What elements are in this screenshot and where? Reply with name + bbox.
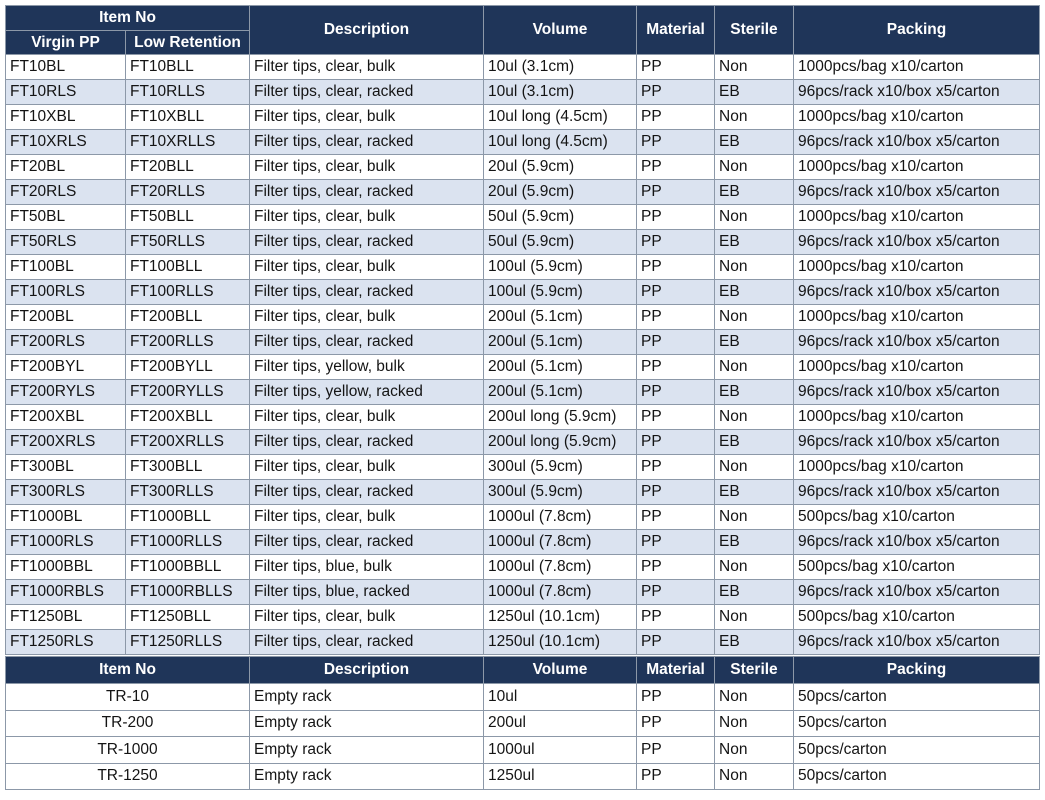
cell-low-retention: FT20BLL (126, 155, 250, 180)
cell-low-retention: FT200BLL (126, 305, 250, 330)
cell-material: PP (637, 480, 715, 505)
cell-packing: 96pcs/rack x10/box x5/carton (794, 230, 1040, 255)
cell-description: Filter tips, clear, bulk (250, 505, 484, 530)
cell-packing: 1000pcs/bag x10/carton (794, 455, 1040, 480)
cell-volume: 200ul (5.1cm) (484, 305, 637, 330)
cell-material: PP (637, 205, 715, 230)
cell-description: Filter tips, blue, bulk (250, 555, 484, 580)
cell-description: Filter tips, clear, bulk (250, 55, 484, 80)
cell-virgin-pp: FT200XRLS (6, 430, 126, 455)
cell-material: PP (637, 405, 715, 430)
cell-sterile: EB (715, 180, 794, 205)
table-row (6, 505, 1040, 530)
rack-cell-sterile: Non (715, 737, 794, 764)
cell-material: PP (637, 280, 715, 305)
cell-packing: 1000pcs/bag x10/carton (794, 305, 1040, 330)
cell-description: Filter tips, clear, racked (250, 630, 484, 655)
cell-description: Filter tips, clear, racked (250, 230, 484, 255)
cell-material: PP (637, 180, 715, 205)
cell-material: PP (637, 580, 715, 605)
cell-sterile: EB (715, 380, 794, 405)
table-row (6, 255, 1040, 280)
cell-volume: 1000ul (7.8cm) (484, 530, 637, 555)
table-row (6, 555, 1040, 580)
cell-low-retention: FT50BLL (126, 205, 250, 230)
cell-virgin-pp: FT200RYLS (6, 380, 126, 405)
cell-volume: 300ul (5.9cm) (484, 480, 637, 505)
cell-material: PP (637, 505, 715, 530)
cell-low-retention: FT200RYLLS (126, 380, 250, 405)
cell-sterile: EB (715, 430, 794, 455)
cell-sterile: Non (715, 55, 794, 80)
rack-cell-volume: 200ul (484, 710, 637, 737)
cell-packing: 1000pcs/bag x10/carton (794, 405, 1040, 430)
rack-header-description: Description (250, 657, 484, 684)
cell-volume: 100ul (5.9cm) (484, 280, 637, 305)
cell-volume: 20ul (5.9cm) (484, 155, 637, 180)
cell-material: PP (637, 380, 715, 405)
rack-cell-description: Empty rack (250, 763, 484, 790)
cell-virgin-pp: FT10RLS (6, 80, 126, 105)
cell-virgin-pp: FT1000BL (6, 505, 126, 530)
cell-description: Filter tips, clear, racked (250, 480, 484, 505)
table-row (6, 530, 1040, 555)
cell-sterile: EB (715, 130, 794, 155)
cell-packing: 500pcs/bag x10/carton (794, 505, 1040, 530)
cell-sterile: EB (715, 630, 794, 655)
cell-sterile: Non (715, 305, 794, 330)
cell-description: Filter tips, clear, racked (250, 530, 484, 555)
cell-material: PP (637, 130, 715, 155)
cell-low-retention: FT20RLLS (126, 180, 250, 205)
cell-packing: 96pcs/rack x10/box x5/carton (794, 380, 1040, 405)
cell-low-retention: FT10XRLLS (126, 130, 250, 155)
cell-low-retention: FT200BYLL (126, 355, 250, 380)
table-row (6, 605, 1040, 630)
cell-virgin-pp: FT10BL (6, 55, 126, 80)
rack-cell-item-no: TR-10 (6, 684, 250, 711)
rack-cell-material: PP (637, 763, 715, 790)
cell-volume: 300ul (5.9cm) (484, 455, 637, 480)
table-row (6, 480, 1040, 505)
table-row (6, 305, 1040, 330)
cell-virgin-pp: FT10XBL (6, 105, 126, 130)
cell-low-retention: FT200RLLS (126, 330, 250, 355)
cell-description: Filter tips, clear, bulk (250, 305, 484, 330)
cell-packing: 96pcs/rack x10/box x5/carton (794, 630, 1040, 655)
cell-material: PP (637, 230, 715, 255)
cell-virgin-pp: FT1000BBL (6, 555, 126, 580)
table-row (6, 230, 1040, 255)
rack-cell-item-no: TR-1000 (6, 737, 250, 764)
cell-sterile: Non (715, 605, 794, 630)
cell-volume: 50ul (5.9cm) (484, 205, 637, 230)
cell-description: Filter tips, clear, bulk (250, 205, 484, 230)
cell-sterile: EB (715, 230, 794, 255)
filter-tips-table-header (6, 6, 1040, 55)
table-row (6, 130, 1040, 155)
cell-description: Filter tips, clear, bulk (250, 255, 484, 280)
cell-material: PP (637, 305, 715, 330)
cell-description: Filter tips, clear, bulk (250, 605, 484, 630)
cell-low-retention: FT200XRLLS (126, 430, 250, 455)
cell-packing: 96pcs/rack x10/box x5/carton (794, 430, 1040, 455)
cell-sterile: Non (715, 455, 794, 480)
rack-header-volume: Volume (484, 657, 637, 684)
table-row (6, 430, 1040, 455)
cell-volume: 200ul (5.1cm) (484, 355, 637, 380)
cell-low-retention: FT1000BLL (126, 505, 250, 530)
cell-description: Filter tips, yellow, racked (250, 380, 484, 405)
cell-virgin-pp: FT50RLS (6, 230, 126, 255)
cell-sterile: Non (715, 355, 794, 380)
cell-volume: 200ul long (5.9cm) (484, 405, 637, 430)
cell-virgin-pp: FT1000RBLS (6, 580, 126, 605)
cell-material: PP (637, 80, 715, 105)
table-row (6, 205, 1040, 230)
cell-virgin-pp: FT100RLS (6, 280, 126, 305)
table-row (6, 455, 1040, 480)
header-packing: Packing (794, 6, 1040, 55)
cell-description: Filter tips, clear, racked (250, 280, 484, 305)
cell-description: Filter tips, blue, racked (250, 580, 484, 605)
cell-low-retention: FT300RLLS (126, 480, 250, 505)
empty-rack-table (5, 656, 1040, 790)
empty-rack-table-body (6, 684, 1040, 790)
cell-volume: 200ul (5.1cm) (484, 380, 637, 405)
table-row (6, 80, 1040, 105)
cell-material: PP (637, 255, 715, 280)
rack-cell-item-no: TR-200 (6, 710, 250, 737)
cell-virgin-pp: FT1250BL (6, 605, 126, 630)
cell-packing: 500pcs/bag x10/carton (794, 605, 1040, 630)
cell-volume: 10ul (3.1cm) (484, 80, 637, 105)
rack-cell-packing: 50pcs/carton (794, 737, 1040, 764)
cell-sterile: Non (715, 155, 794, 180)
table-row (6, 280, 1040, 305)
header-low-retention: Low Retention (126, 31, 250, 55)
cell-virgin-pp: FT100BL (6, 255, 126, 280)
cell-packing: 1000pcs/bag x10/carton (794, 205, 1040, 230)
cell-virgin-pp: FT20RLS (6, 180, 126, 205)
cell-packing: 1000pcs/bag x10/carton (794, 355, 1040, 380)
cell-low-retention: FT1250RLLS (126, 630, 250, 655)
cell-virgin-pp: FT200XBL (6, 405, 126, 430)
cell-sterile: Non (715, 205, 794, 230)
cell-sterile: Non (715, 105, 794, 130)
cell-virgin-pp: FT200BYL (6, 355, 126, 380)
cell-volume: 1000ul (7.8cm) (484, 555, 637, 580)
cell-packing: 1000pcs/bag x10/carton (794, 105, 1040, 130)
table-row (6, 580, 1040, 605)
cell-material: PP (637, 605, 715, 630)
rack-header-sterile: Sterile (715, 657, 794, 684)
cell-volume: 200ul (5.1cm) (484, 330, 637, 355)
cell-description: Filter tips, clear, bulk (250, 155, 484, 180)
cell-description: Filter tips, clear, racked (250, 430, 484, 455)
cell-sterile: EB (715, 330, 794, 355)
cell-sterile: Non (715, 255, 794, 280)
rack-header-packing: Packing (794, 657, 1040, 684)
rack-cell-description: Empty rack (250, 710, 484, 737)
cell-description: Filter tips, clear, racked (250, 180, 484, 205)
cell-sterile: EB (715, 80, 794, 105)
cell-material: PP (637, 55, 715, 80)
cell-low-retention: FT300BLL (126, 455, 250, 480)
table-row (6, 355, 1040, 380)
rack-cell-material: PP (637, 684, 715, 711)
cell-sterile: EB (715, 580, 794, 605)
rack-cell-description: Empty rack (250, 737, 484, 764)
cell-packing: 96pcs/rack x10/box x5/carton (794, 180, 1040, 205)
cell-low-retention: FT10XBLL (126, 105, 250, 130)
cell-packing: 1000pcs/bag x10/carton (794, 155, 1040, 180)
cell-volume: 50ul (5.9cm) (484, 230, 637, 255)
cell-material: PP (637, 530, 715, 555)
rack-cell-item-no: TR-1250 (6, 763, 250, 790)
cell-sterile: EB (715, 530, 794, 555)
cell-sterile: EB (715, 480, 794, 505)
table-row (6, 710, 1040, 737)
cell-material: PP (637, 105, 715, 130)
rack-cell-sterile: Non (715, 763, 794, 790)
rack-cell-packing: 50pcs/carton (794, 710, 1040, 737)
cell-packing: 96pcs/rack x10/box x5/carton (794, 580, 1040, 605)
cell-virgin-pp: FT200RLS (6, 330, 126, 355)
cell-virgin-pp: FT1000RLS (6, 530, 126, 555)
table-row (6, 55, 1040, 80)
cell-packing: 500pcs/bag x10/carton (794, 555, 1040, 580)
header-material: Material (637, 6, 715, 55)
cell-low-retention: FT1000RLLS (126, 530, 250, 555)
cell-volume: 100ul (5.9cm) (484, 255, 637, 280)
cell-description: Filter tips, clear, racked (250, 130, 484, 155)
cell-virgin-pp: FT20BL (6, 155, 126, 180)
header-sterile: Sterile (715, 6, 794, 55)
cell-packing: 96pcs/rack x10/box x5/carton (794, 330, 1040, 355)
cell-material: PP (637, 430, 715, 455)
cell-volume: 10ul long (4.5cm) (484, 130, 637, 155)
cell-volume: 1000ul (7.8cm) (484, 505, 637, 530)
header-volume: Volume (484, 6, 637, 55)
cell-description: Filter tips, clear, racked (250, 80, 484, 105)
rack-cell-volume: 1000ul (484, 737, 637, 764)
rack-cell-material: PP (637, 710, 715, 737)
cell-packing: 1000pcs/bag x10/carton (794, 55, 1040, 80)
cell-packing: 96pcs/rack x10/box x5/carton (794, 80, 1040, 105)
cell-volume: 1250ul (10.1cm) (484, 605, 637, 630)
table-row (6, 330, 1040, 355)
cell-virgin-pp: FT50BL (6, 205, 126, 230)
cell-sterile: EB (715, 280, 794, 305)
cell-volume: 20ul (5.9cm) (484, 180, 637, 205)
rack-cell-volume: 1250ul (484, 763, 637, 790)
table-row (6, 380, 1040, 405)
header-virgin-pp: Virgin PP (6, 31, 126, 55)
cell-packing: 96pcs/rack x10/box x5/carton (794, 280, 1040, 305)
cell-virgin-pp: FT10XRLS (6, 130, 126, 155)
filter-tips-table (5, 5, 1040, 655)
rack-header-material: Material (637, 657, 715, 684)
cell-sterile: Non (715, 405, 794, 430)
cell-sterile: Non (715, 505, 794, 530)
filter-tips-table-body (6, 55, 1040, 655)
cell-low-retention: FT200XBLL (126, 405, 250, 430)
cell-packing: 96pcs/rack x10/box x5/carton (794, 530, 1040, 555)
rack-cell-description: Empty rack (250, 684, 484, 711)
rack-cell-packing: 50pcs/carton (794, 763, 1040, 790)
cell-low-retention: FT100RLLS (126, 280, 250, 305)
cell-material: PP (637, 155, 715, 180)
table-row (6, 405, 1040, 430)
table-row (6, 763, 1040, 790)
cell-low-retention: FT10BLL (126, 55, 250, 80)
table-row (6, 737, 1040, 764)
cell-virgin-pp: FT300RLS (6, 480, 126, 505)
cell-description: Filter tips, clear, racked (250, 330, 484, 355)
cell-virgin-pp: FT200BL (6, 305, 126, 330)
rack-cell-volume: 10ul (484, 684, 637, 711)
rack-cell-material: PP (637, 737, 715, 764)
table-row (6, 180, 1040, 205)
cell-packing: 96pcs/rack x10/box x5/carton (794, 130, 1040, 155)
cell-packing: 1000pcs/bag x10/carton (794, 255, 1040, 280)
cell-volume: 1000ul (7.8cm) (484, 580, 637, 605)
cell-low-retention: FT10RLLS (126, 80, 250, 105)
cell-low-retention: FT1000BBLL (126, 555, 250, 580)
cell-material: PP (637, 330, 715, 355)
cell-material: PP (637, 630, 715, 655)
cell-virgin-pp: FT300BL (6, 455, 126, 480)
table-row (6, 630, 1040, 655)
cell-description: Filter tips, clear, bulk (250, 455, 484, 480)
cell-material: PP (637, 355, 715, 380)
cell-low-retention: FT1250BLL (126, 605, 250, 630)
cell-low-retention: FT1000RBLLS (126, 580, 250, 605)
cell-packing: 96pcs/rack x10/box x5/carton (794, 480, 1040, 505)
cell-volume: 200ul long (5.9cm) (484, 430, 637, 455)
header-item-no: Item No (6, 6, 250, 31)
rack-cell-packing: 50pcs/carton (794, 684, 1040, 711)
cell-description: Filter tips, clear, bulk (250, 105, 484, 130)
cell-material: PP (637, 455, 715, 480)
table-row (6, 684, 1040, 711)
header-description: Description (250, 6, 484, 55)
cell-material: PP (637, 555, 715, 580)
cell-volume: 10ul (3.1cm) (484, 55, 637, 80)
cell-virgin-pp: FT1250RLS (6, 630, 126, 655)
empty-rack-table-header (6, 657, 1040, 684)
table-row (6, 155, 1040, 180)
cell-description: Filter tips, clear, bulk (250, 405, 484, 430)
cell-sterile: Non (715, 555, 794, 580)
cell-volume: 10ul long (4.5cm) (484, 105, 637, 130)
rack-header-item-no: Item No (6, 657, 250, 684)
cell-low-retention: FT100BLL (126, 255, 250, 280)
cell-description: Filter tips, yellow, bulk (250, 355, 484, 380)
table-row (6, 105, 1040, 130)
cell-volume: 1250ul (10.1cm) (484, 630, 637, 655)
cell-low-retention: FT50RLLS (126, 230, 250, 255)
rack-cell-sterile: Non (715, 710, 794, 737)
rack-cell-sterile: Non (715, 684, 794, 711)
